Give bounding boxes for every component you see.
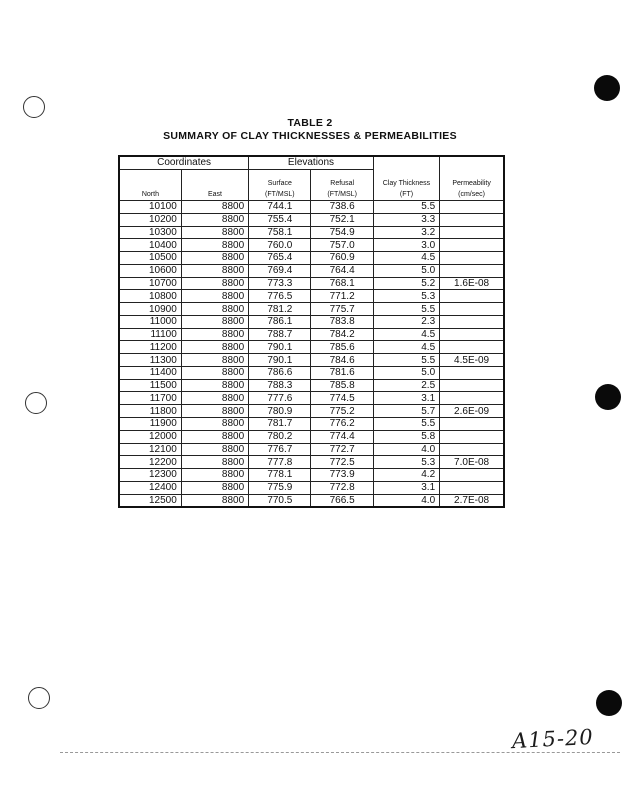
east-cell: 8800 <box>181 481 248 494</box>
clay-thickness-cell: 4.5 <box>373 341 439 354</box>
refusal-cell: 774.4 <box>311 430 373 443</box>
permeability-cell <box>440 379 504 392</box>
permeability-header: Permeability (cm/sec) <box>440 156 504 201</box>
east-cell: 8800 <box>181 469 248 482</box>
clay-thickness-cell: 5.3 <box>373 456 439 469</box>
surface-cell: 769.4 <box>249 264 311 277</box>
refusal-cell: 768.1 <box>311 277 373 290</box>
north-cell: 10800 <box>119 290 181 303</box>
east-cell: 8800 <box>181 213 248 226</box>
binder-hole-middle <box>25 392 47 414</box>
table-body <box>119 201 504 508</box>
north-cell: 11000 <box>119 315 181 328</box>
surface-cell: 770.5 <box>249 494 311 507</box>
north-cell: 12500 <box>119 494 181 507</box>
north-cell: 12300 <box>119 469 181 482</box>
clay-thickness-cell: 5.0 <box>373 264 439 277</box>
refusal-cell: 785.8 <box>311 379 373 392</box>
east-cell: 8800 <box>181 303 248 316</box>
east-cell: 8800 <box>181 494 248 507</box>
surface-cell: 788.3 <box>249 379 311 392</box>
north-cell: 10200 <box>119 213 181 226</box>
refusal-cell: 760.9 <box>311 252 373 265</box>
table-row <box>119 328 504 341</box>
refusal-cell: 776.2 <box>311 418 373 431</box>
refusal-cell: 766.5 <box>311 494 373 507</box>
surface-cell: 773.3 <box>249 277 311 290</box>
surface-header: Surface (FT/MSL) <box>249 170 311 201</box>
elevations-header: Elevations <box>249 156 374 170</box>
permeability-cell <box>440 239 504 252</box>
east-cell: 8800 <box>181 405 248 418</box>
east-cell: 8800 <box>181 418 248 431</box>
table-row <box>119 303 504 316</box>
north-cell: 11400 <box>119 366 181 379</box>
table-row <box>119 443 504 456</box>
surface-cell: 781.2 <box>249 303 311 316</box>
permeability-cell <box>440 264 504 277</box>
permeability-cell <box>440 469 504 482</box>
table-row <box>119 264 504 277</box>
north-cell: 11900 <box>119 418 181 431</box>
east-cell: 8800 <box>181 239 248 252</box>
north-cell: 10400 <box>119 239 181 252</box>
east-cell: 8800 <box>181 443 248 456</box>
permeability-cell <box>440 290 504 303</box>
east-cell: 8800 <box>181 290 248 303</box>
permeability-cell: 7.0E-08 <box>440 456 504 469</box>
north-cell: 10600 <box>119 264 181 277</box>
clay-thickness-cell: 5.5 <box>373 303 439 316</box>
surface-cell: 780.2 <box>249 430 311 443</box>
table-row <box>119 379 504 392</box>
table-row <box>119 392 504 405</box>
surface-cell: 781.7 <box>249 418 311 431</box>
table-row <box>119 226 504 239</box>
clay-thickness-cell: 3.1 <box>373 481 439 494</box>
permeability-cell <box>440 392 504 405</box>
surface-cell: 777.6 <box>249 392 311 405</box>
permeability-cell <box>440 303 504 316</box>
table-row <box>119 341 504 354</box>
refusal-cell: 773.9 <box>311 469 373 482</box>
punch-mark-bottom <box>596 690 622 716</box>
north-cell: 11800 <box>119 405 181 418</box>
table-row <box>119 315 504 328</box>
east-cell: 8800 <box>181 366 248 379</box>
east-cell: 8800 <box>181 392 248 405</box>
table-row <box>119 252 504 265</box>
refusal-cell: 754.9 <box>311 226 373 239</box>
surface-cell: 778.1 <box>249 469 311 482</box>
permeability-cell <box>440 418 504 431</box>
clay-thickness-cell: 5.7 <box>373 405 439 418</box>
surface-cell: 775.9 <box>249 481 311 494</box>
permeability-cell <box>440 366 504 379</box>
clay-thickness-cell: 4.5 <box>373 252 439 265</box>
table-row <box>119 481 504 494</box>
punch-mark-middle <box>595 384 621 410</box>
clay-thickness-cell: 5.5 <box>373 354 439 367</box>
surface-cell: 786.1 <box>249 315 311 328</box>
permeability-cell: 2.7E-08 <box>440 494 504 507</box>
clay-thickness-cell: 5.3 <box>373 290 439 303</box>
clay-thickness-cell: 4.0 <box>373 443 439 456</box>
permeability-cell: 4.5E-09 <box>440 354 504 367</box>
table-row <box>119 405 504 418</box>
refusal-cell: 775.7 <box>311 303 373 316</box>
refusal-cell: 752.1 <box>311 213 373 226</box>
clay-thickness-cell: 5.0 <box>373 366 439 379</box>
east-cell: 8800 <box>181 456 248 469</box>
east-cell: 8800 <box>181 277 248 290</box>
refusal-cell: 764.4 <box>311 264 373 277</box>
clay-thickness-cell: 2.3 <box>373 315 439 328</box>
table-row <box>119 366 504 379</box>
surface-cell: 790.1 <box>249 341 311 354</box>
refusal-cell: 785.6 <box>311 341 373 354</box>
east-cell: 8800 <box>181 430 248 443</box>
clay-thickness-header: Clay Thickness (FT) <box>373 156 439 201</box>
table-row <box>119 494 504 507</box>
refusal-cell: 772.8 <box>311 481 373 494</box>
refusal-cell: 738.6 <box>311 201 373 214</box>
table-row <box>119 290 504 303</box>
east-cell: 8800 <box>181 315 248 328</box>
permeability-cell: 1.6E-08 <box>440 277 504 290</box>
clay-thickness-cell: 3.3 <box>373 213 439 226</box>
north-cell: 11300 <box>119 354 181 367</box>
east-cell: 8800 <box>181 226 248 239</box>
clay-thickness-cell: 3.2 <box>373 226 439 239</box>
surface-cell: 786.6 <box>249 366 311 379</box>
north-cell: 12400 <box>119 481 181 494</box>
north-cell: 10300 <box>119 226 181 239</box>
table-row <box>119 418 504 431</box>
table-row <box>119 456 504 469</box>
refusal-header: Refusal (FT/MSL) <box>311 170 373 201</box>
refusal-cell: 772.7 <box>311 443 373 456</box>
surface-cell: 776.5 <box>249 290 311 303</box>
refusal-cell: 774.5 <box>311 392 373 405</box>
north-cell: 10900 <box>119 303 181 316</box>
table-subtitle: SUMMARY OF CLAY THICKNESSES & PERMEABILITIES <box>163 130 457 142</box>
table-row <box>119 213 504 226</box>
surface-cell: 780.9 <box>249 405 311 418</box>
east-cell: 8800 <box>181 328 248 341</box>
handwritten-page-note: A15-20 <box>511 724 595 754</box>
permeability-cell: 2.6E-09 <box>440 405 504 418</box>
table-row <box>119 354 504 367</box>
table-row <box>119 469 504 482</box>
clay-thickness-cell: 2.5 <box>373 379 439 392</box>
clay-thickness-cell: 5.2 <box>373 277 439 290</box>
refusal-cell: 781.6 <box>311 366 373 379</box>
permeability-cell <box>440 430 504 443</box>
north-cell: 12000 <box>119 430 181 443</box>
clay-thickness-cell: 3.1 <box>373 392 439 405</box>
table-row <box>119 277 504 290</box>
north-cell: 10700 <box>119 277 181 290</box>
surface-cell: 760.0 <box>249 239 311 252</box>
refusal-cell: 771.2 <box>311 290 373 303</box>
north-cell: 10100 <box>119 201 181 214</box>
table-row <box>119 239 504 252</box>
clay-thickness-cell: 4.2 <box>373 469 439 482</box>
permeability-cell <box>440 252 504 265</box>
clay-summary-table <box>118 155 505 508</box>
clay-thickness-cell: 4.5 <box>373 328 439 341</box>
bottom-divider <box>60 752 620 753</box>
clay-thickness-cell: 3.0 <box>373 239 439 252</box>
permeability-cell <box>440 481 504 494</box>
binder-hole-bottom <box>28 687 50 709</box>
north-cell: 12100 <box>119 443 181 456</box>
surface-cell: 788.7 <box>249 328 311 341</box>
permeability-cell <box>440 328 504 341</box>
refusal-cell: 772.5 <box>311 456 373 469</box>
north-cell: 10500 <box>119 252 181 265</box>
north-cell: 11200 <box>119 341 181 354</box>
binder-hole-top <box>23 96 45 118</box>
north-cell: 11100 <box>119 328 181 341</box>
north-header: North <box>119 170 181 201</box>
permeability-cell <box>440 443 504 456</box>
east-header: East <box>181 170 248 201</box>
clay-thickness-cell: 5.5 <box>373 201 439 214</box>
permeability-cell <box>440 315 504 328</box>
table-row <box>119 430 504 443</box>
east-cell: 8800 <box>181 379 248 392</box>
refusal-cell: 775.2 <box>311 405 373 418</box>
punch-mark-top <box>594 75 620 101</box>
east-cell: 8800 <box>181 354 248 367</box>
north-cell: 11700 <box>119 392 181 405</box>
refusal-cell: 757.0 <box>311 239 373 252</box>
refusal-cell: 784.2 <box>311 328 373 341</box>
north-cell: 11500 <box>119 379 181 392</box>
surface-cell: 755.4 <box>249 213 311 226</box>
east-cell: 8800 <box>181 201 248 214</box>
permeability-cell <box>440 201 504 214</box>
surface-cell: 790.1 <box>249 354 311 367</box>
east-cell: 8800 <box>181 264 248 277</box>
surface-cell: 744.1 <box>249 201 311 214</box>
permeability-cell <box>440 213 504 226</box>
coordinates-header: Coordinates <box>119 156 249 170</box>
clay-thickness-cell: 5.5 <box>373 418 439 431</box>
permeability-cell <box>440 226 504 239</box>
surface-cell: 758.1 <box>249 226 311 239</box>
refusal-cell: 784.6 <box>311 354 373 367</box>
north-cell: 12200 <box>119 456 181 469</box>
clay-thickness-cell: 4.0 <box>373 494 439 507</box>
clay-thickness-cell: 5.8 <box>373 430 439 443</box>
surface-cell: 776.7 <box>249 443 311 456</box>
surface-cell: 777.8 <box>249 456 311 469</box>
table-row <box>119 201 504 214</box>
refusal-cell: 783.8 <box>311 315 373 328</box>
permeability-cell <box>440 341 504 354</box>
east-cell: 8800 <box>181 341 248 354</box>
table-title: TABLE 2 <box>287 117 333 129</box>
east-cell: 8800 <box>181 252 248 265</box>
surface-cell: 765.4 <box>249 252 311 265</box>
